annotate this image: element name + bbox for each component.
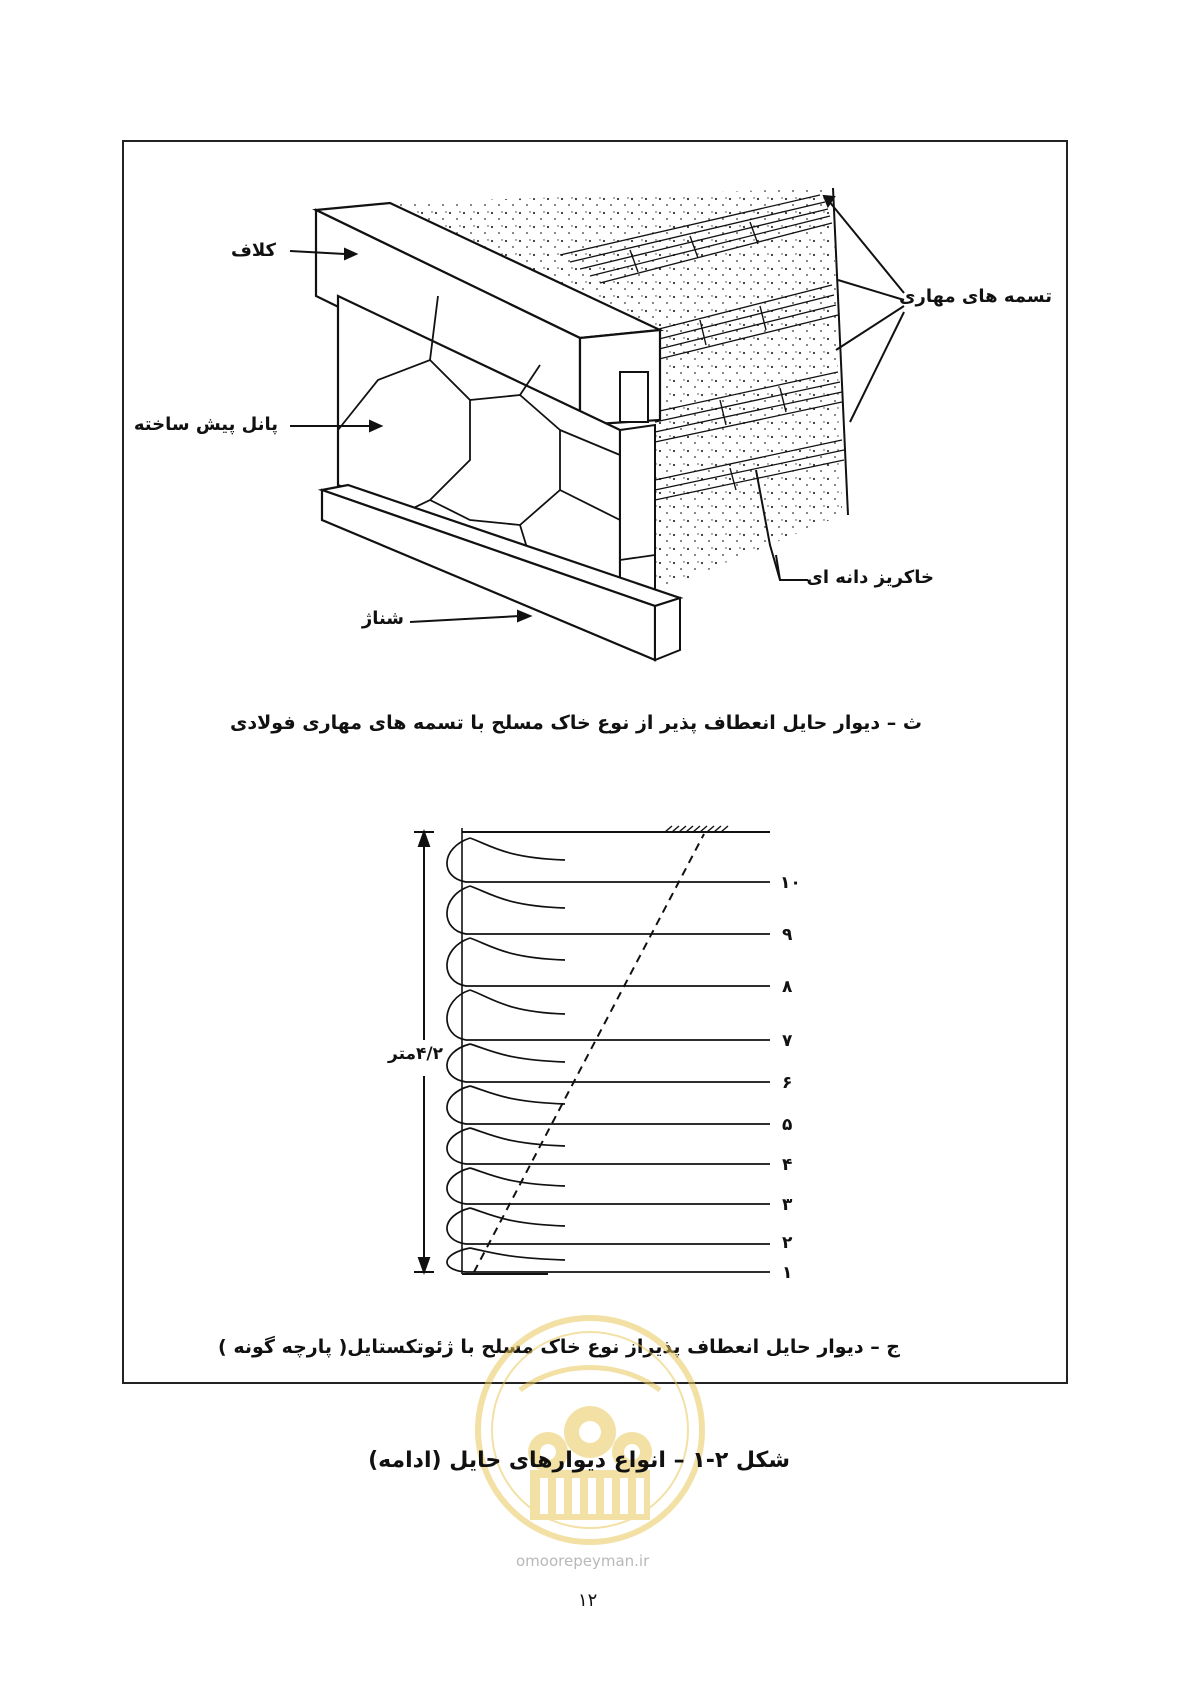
layer-number-2: ۲ <box>782 1233 793 1253</box>
layer-number-7: ۷ <box>782 1031 793 1051</box>
label-precast-panel: پانل پیش ساخته <box>133 414 278 435</box>
layer-number-3: ۳ <box>782 1195 793 1215</box>
caption-figure-a: ث – دیوار حایل انعطاف پذیر از نوع خاک مسلح با تسمه های مهاری فولادی <box>230 712 922 734</box>
label-footing: شناژ <box>361 608 404 629</box>
layer-number-1: ۱ <box>782 1263 793 1283</box>
figure-title: شکل ۲-۱ – انواع دیوارهای حایل (ادامه) <box>368 1448 790 1473</box>
layer-number-8: ۸ <box>782 977 793 997</box>
caption-figure-b: ج – دیوار حایل انعطاف پذیراز نوع خاک مسلح با ژئوتکستایل( پارچه گونه ) <box>218 1336 900 1358</box>
label-kalaf: کلاف <box>230 240 276 261</box>
watermark-website: omoorepeyman.ir <box>516 1552 650 1570</box>
layer-number-10: ۱۰ <box>780 873 801 893</box>
label-granular-backfill: خاکریز دانه ای <box>806 567 934 588</box>
label-reinforcing-strips: تسمه های مهاری <box>899 286 1052 307</box>
layer-number-9: ۹ <box>782 925 793 945</box>
page-number: ۱۲ <box>578 1590 598 1611</box>
layer-number-6: ۶ <box>782 1073 793 1093</box>
layer-number-4: ۴ <box>782 1155 793 1175</box>
layer-number-5: ۵ <box>782 1115 793 1135</box>
wall-height-label: ۴/۲متر <box>388 1044 444 1064</box>
